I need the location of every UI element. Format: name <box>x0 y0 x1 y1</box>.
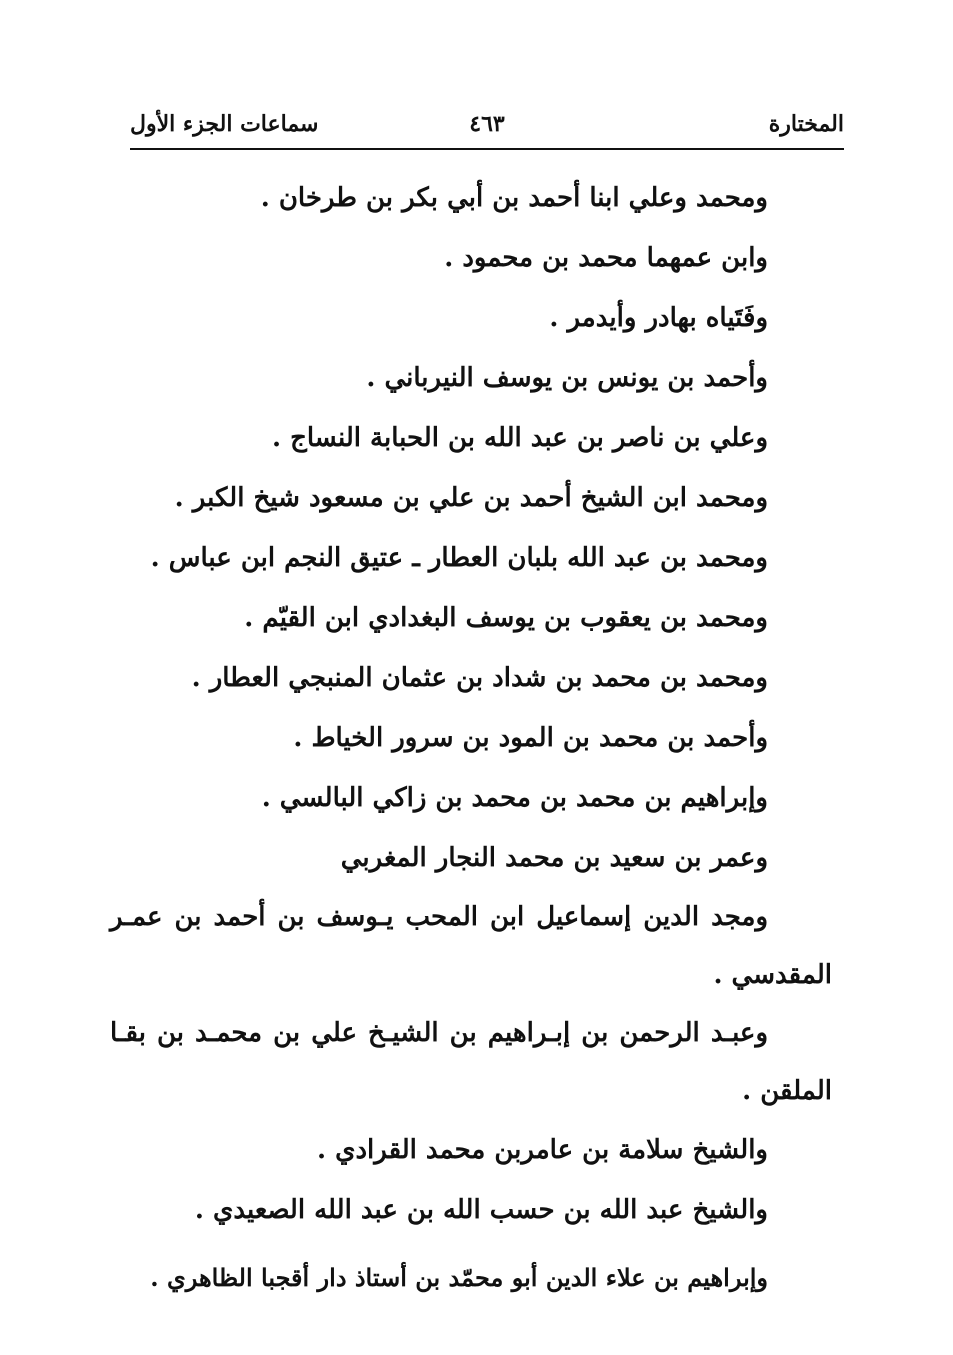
list-item: ومحمد ابن الشيخ أحمد بن علي بن مسعود شيخ الكبر . <box>174 483 768 513</box>
list-item: ومحمد بن محمد بن شداد بن عثمان المنبجي العطار . <box>191 663 768 693</box>
list-item-continuation: الملقن . <box>742 1076 832 1106</box>
list-item: والشيخ عبد الله بن حسب الله بن عبد الله الصعيدي . <box>194 1195 768 1225</box>
page-number: ٤٦٣ <box>469 111 505 137</box>
list-item: ومحمد بن عبد الله بلبان العطار ـ عتيق النجم ابن عباس . <box>150 543 768 573</box>
list-item-line: ومجد الدين إسماعيل ابن المحب يـوسف بن أحمد بن عمـر <box>110 902 768 932</box>
list-item: والشيخ سلامة بن عامربن محمد القرادي . <box>316 1135 768 1165</box>
list-item-wrapped <box>110 1004 832 1120</box>
list-item: وإبراهيم بن محمد بن محمد بن زاكي البالسي . <box>261 783 768 813</box>
header-rule <box>130 148 844 150</box>
section-title: سماعات الجزء الأول <box>130 111 319 137</box>
running-header <box>130 108 844 152</box>
list-item-line: وعبـد الرحمن بن إبـراهيم بن الشيـخ علي بن محمـد بن بقـا <box>110 1018 768 1048</box>
list-item: وأحمد بن محمد بن المود بن سرور الخياط . <box>293 723 768 753</box>
list-item: وإبراهيم بن علاء الدين أبو محمّد بن أستاذ دار أقجبا الظاهري . <box>150 1263 768 1292</box>
listeners-list <box>110 168 832 1308</box>
list-item: وعلي بن ناصر بن عبد الله بن الحبابة النساج . <box>272 423 768 453</box>
list-item: ومحمد بن يعقوب بن يوسف البغدادي ابن القيّم . <box>244 603 768 633</box>
list-item: وأحمد بن يونس بن يوسف النيرباني . <box>366 363 768 393</box>
list-item: وعمر بن سعيد بن محمد النجار المغربي <box>340 843 768 873</box>
list-item: وفَتَياه بهادر وأيدمر . <box>549 303 768 333</box>
list-item-wrapped <box>110 888 832 1004</box>
list-item: ومحمد وعلي ابنا أحمد بن أبي بكر بن طرخان . <box>260 183 768 213</box>
list-item-continuation: المقدسي . <box>713 960 832 990</box>
list-item: وابن عمهما محمد بن محمود . <box>444 243 768 273</box>
book-title: المختارة <box>768 111 844 137</box>
